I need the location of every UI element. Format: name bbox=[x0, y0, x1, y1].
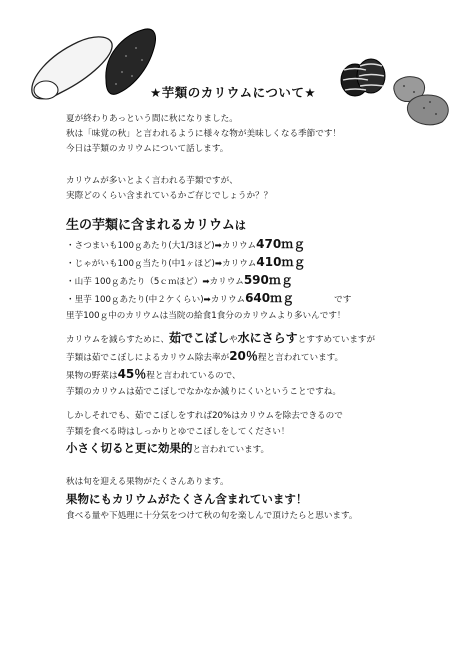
reduce-text: 芋類は茹でこぼしによるカリウム除去率が bbox=[66, 353, 230, 363]
item-label: ・じゃがいも100ｇ当たり(中1ヶほど)➡カリウム bbox=[66, 259, 257, 269]
heading-suffix: は bbox=[234, 219, 246, 232]
sweet-potato-illustration bbox=[26, 26, 166, 106]
intro-line: 秋は「味覚の秋」と言われるように様々な物が美味しくなる季節です！ bbox=[66, 129, 342, 139]
closing-line: 食べる量や下処理に十分気をつけて秋の旬を楽しんで頂けたらと思います。 bbox=[66, 511, 358, 521]
list-item bbox=[66, 290, 351, 308]
reduce-text: とすすめていますが bbox=[297, 335, 376, 345]
reduce-line-4: 芋類のカリウムは茹でこぼしでなかなか減りにくいということですね。 bbox=[66, 387, 341, 397]
fruit-line: 秋は旬を迎える果物がたくさんあります。 bbox=[66, 477, 229, 487]
intro-paragraph bbox=[66, 112, 341, 157]
fruit-emphasis: 果物にもカリウムがたくさん含まれています！ bbox=[66, 492, 308, 506]
reduce-text: 果物の野菜は bbox=[66, 371, 118, 381]
item-value: 590ｍｇ bbox=[243, 273, 293, 287]
still-line: 芋類を食べる時はしっかりとゆでこぼしをしてください！ bbox=[66, 427, 290, 437]
tip-suffix: と言われています。 bbox=[192, 445, 270, 455]
list-item bbox=[66, 272, 351, 290]
reduce-line-3 bbox=[66, 366, 375, 384]
intro-line: 今日は芋類のカリウムについて話します。 bbox=[66, 144, 229, 154]
reduce-paragraph bbox=[66, 330, 375, 400]
question-line: 実際どのくらい含まれているかご存じでしょうか？？ bbox=[66, 191, 273, 201]
tip-emphasis: 小さく切ると更に効果的 bbox=[66, 441, 193, 455]
heading-emphasis: 生の芋類に含まれるカリウム bbox=[66, 218, 235, 233]
section-heading bbox=[66, 218, 246, 233]
still-line: しかしそれでも、茹でこぼしをすれば20%はカリウムを除去できるので bbox=[66, 411, 343, 421]
list-item bbox=[66, 236, 351, 254]
reduce-text: や bbox=[229, 335, 238, 345]
item-suffix: です bbox=[334, 295, 352, 305]
question-line: カリウムが多いとよく言われる芋類ですが、 bbox=[66, 176, 238, 186]
item-label: ・さつまいも100ｇあたり(大1/3ほど)➡カリウム bbox=[66, 241, 257, 251]
reduce-emphasis: 水にさらす bbox=[237, 331, 298, 345]
reduce-emphasis: 茹でこぼし bbox=[169, 331, 230, 345]
item-value: 470ｍｇ bbox=[256, 237, 306, 251]
potassium-list bbox=[66, 236, 351, 324]
satoimo-note: 里芋100ｇ中のカリウムは当院の給食1食分のカリウムより多いんです！ bbox=[66, 311, 346, 321]
item-label: ・里芋 100ｇあたり(中２ケくらい)➡カリウム bbox=[66, 295, 246, 305]
question-paragraph bbox=[66, 174, 272, 204]
potato-illustration bbox=[384, 72, 456, 130]
item-label: ・山芋 100ｇあたり（5ｃｍほど）➡カリウム bbox=[66, 277, 244, 287]
reduce-text: 程と言われているので、 bbox=[146, 371, 241, 381]
item-value: 410ｍｇ bbox=[256, 255, 306, 269]
intro-line: 夏が終わりあっという間に秋になりました。 bbox=[66, 114, 238, 124]
reduce-text: カリウムを減らすために、 bbox=[66, 335, 170, 345]
reduce-emphasis: 45％ bbox=[117, 367, 147, 381]
reduce-line-1 bbox=[66, 330, 375, 348]
fruit-paragraph bbox=[66, 474, 358, 525]
page-title: ★芋類のカリウムについて★ bbox=[150, 85, 317, 100]
tip-line bbox=[66, 440, 343, 458]
item-value: 640ｍｇ bbox=[245, 291, 295, 305]
reduce-text: 程と言われています。 bbox=[257, 353, 344, 363]
reduce-line-2 bbox=[66, 348, 375, 366]
reduce-emphasis: 20％ bbox=[229, 349, 258, 363]
list-item bbox=[66, 254, 351, 272]
still-paragraph bbox=[66, 408, 343, 458]
taro-illustration bbox=[338, 52, 388, 104]
